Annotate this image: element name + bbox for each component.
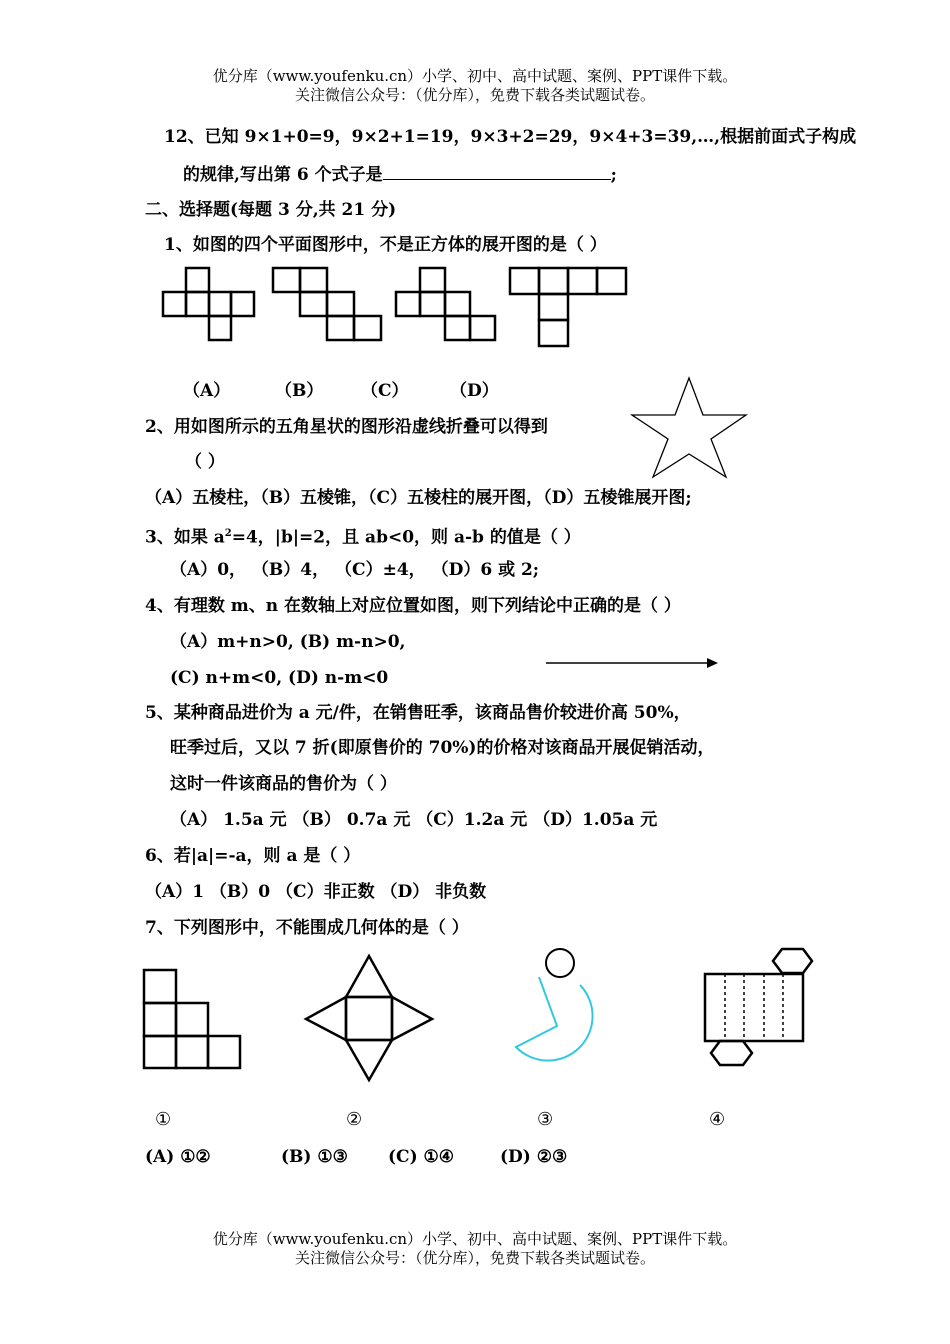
- q12-stem: 的规律,写出第 6 个式子是: [183, 165, 383, 185]
- q2-paren: （ ）: [185, 452, 225, 472]
- q1-label-b: （B）: [275, 381, 324, 401]
- q7-label-3: ③: [537, 1109, 554, 1130]
- q7-option-d: (D) ②③: [500, 1147, 568, 1167]
- q7-figure-2: [306, 956, 432, 1080]
- q2-options: （A）五棱柱，（B）五棱锥，（C）五棱柱的展开图，（D）五棱锥展开图;: [145, 488, 692, 508]
- q7-label-4: ④: [709, 1109, 726, 1130]
- q7-option-a: (A) ①②: [145, 1147, 211, 1167]
- q7-label-2: ②: [346, 1109, 363, 1130]
- q4-stem: 4、有理数 m、n 在数轴上对应位置如图，则下列结论中正确的是（ ）: [145, 596, 681, 616]
- q6-stem: 6、若|a|=-a，则 a 是（ ）: [145, 846, 361, 866]
- q7-label-1: ①: [155, 1109, 172, 1130]
- q7-figure-4-folds: [725, 974, 783, 1041]
- section-2-title: 二、选择题(每题 3 分,共 21 分): [145, 200, 397, 220]
- q3-stem-sup: 2: [224, 528, 232, 539]
- q7-stem: 7、下列图形中，不能围成几何体的是（ ）: [145, 918, 469, 938]
- q1-label-a: （A）: [183, 381, 231, 401]
- q1-label-c: （C）: [361, 381, 409, 401]
- q1-stem: 1、如图的四个平面图形中，不是正方体的展开图的是（ ）: [164, 235, 607, 255]
- q5-line-3: 这时一件该商品的售价为（ ）: [170, 774, 397, 794]
- q12-line-1: 12、已知 9×1+0=9，9×2+1=19，9×3+2=29，9×4+3=39,…,根据前面式子构成: [164, 127, 857, 147]
- q2-stem: 2、用如图所示的五角星状的图形沿虚线折叠可以得到: [145, 417, 548, 437]
- q5-line-1: 5、某种商品进价为 a 元/件，在销售旺季，该商品售价较进价高 50%，: [145, 703, 691, 723]
- q7-option-c: (C) ①④: [388, 1147, 455, 1167]
- header-line-2: 关注微信公众号：（优分库），免费下载各类试题试卷。: [294, 86, 655, 104]
- q12-end: ;: [610, 165, 617, 185]
- q4-options-1: （A）m+n>0, (B) m-n>0,: [170, 632, 406, 652]
- footer-line-2: 关注微信公众号：（优分库），免费下载各类试题试卷。: [294, 1249, 655, 1267]
- q7-figure-1: [144, 970, 240, 1068]
- q6-options: （A）1 （B）0 （C）非正数 （D） 非负数: [145, 882, 487, 902]
- q3-stem-post: =4，|b|=2，且 ab<0，则 a-b 的值是（ ）: [231, 527, 581, 548]
- q5-line-2: 旺季过后，又以 7 折(即原售价的 70%)的价格对该商品开展促销活动，: [170, 738, 715, 758]
- header-line-1: 优分库（www.youfenku.cn）小学、初中、高中试题、案例、PPT课件下载。: [212, 67, 738, 85]
- q5-options: （A） 1.5a 元 （B） 0.7a 元 （C）1.2a 元 （D）1.05a 元: [170, 810, 658, 830]
- q7-figure-4: [705, 949, 812, 1065]
- q7-figure-3: [516, 949, 593, 1061]
- q3-options: （A）0， （B）4， （C）±4， （D）6 或 2;: [170, 560, 540, 580]
- q1-label-d: （D）: [450, 381, 499, 401]
- footer-line-1: 优分库（www.youfenku.cn）小学、初中、高中试题、案例、PPT课件下载。: [212, 1230, 738, 1248]
- q7-option-b: (B) ①③: [281, 1147, 348, 1167]
- q4-options-2: (C) n+m<0, (D) n-m<0: [170, 668, 389, 688]
- q3-stem-pre: 3、如果 a: [145, 527, 225, 548]
